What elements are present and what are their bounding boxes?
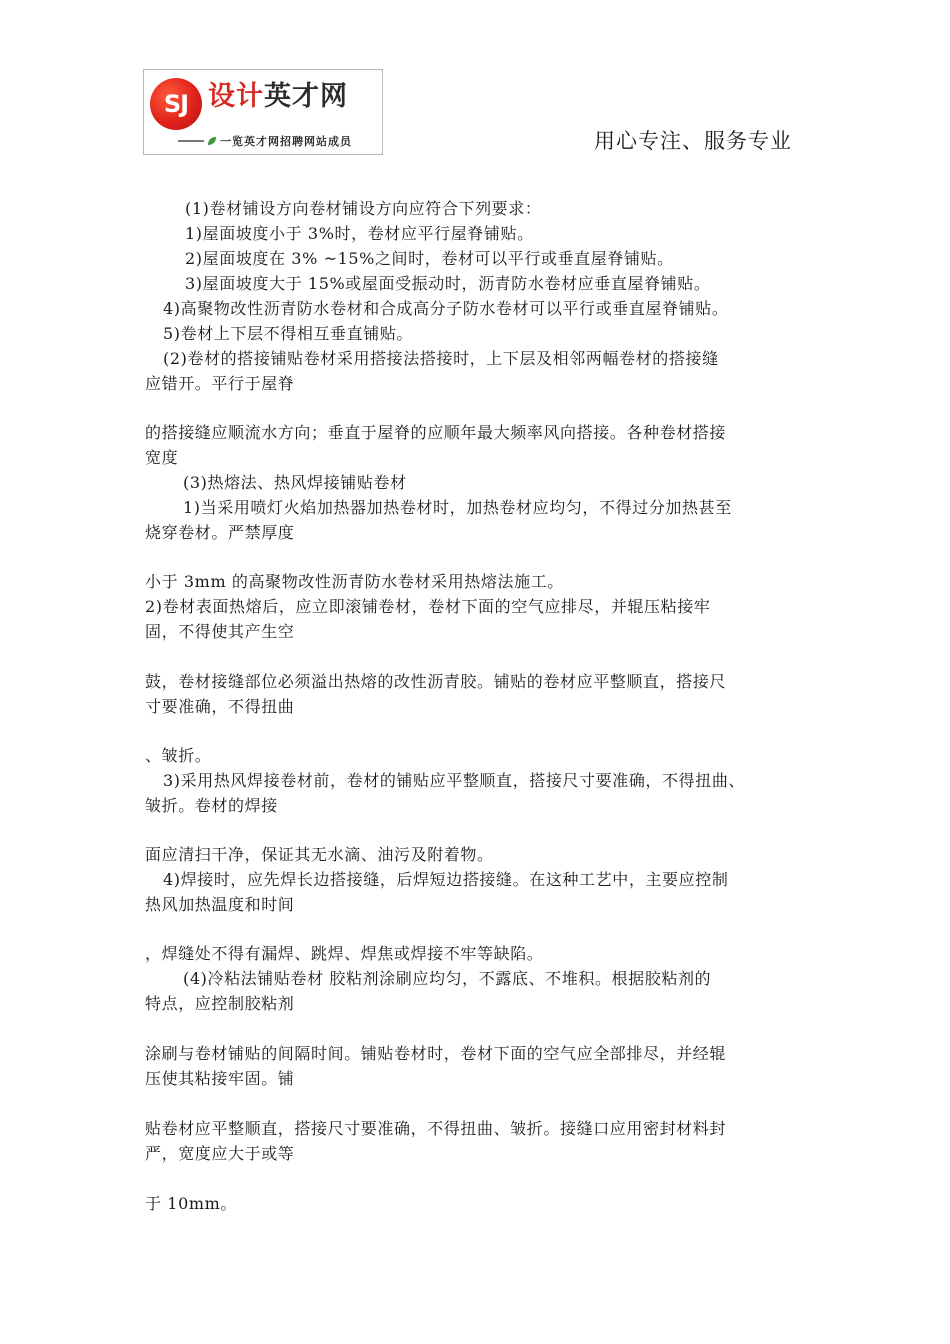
logo-tagline-row (178, 132, 352, 150)
text-line: 压使其粘接牢固。铺 (145, 1069, 295, 1088)
text-line: ，焊缝处不得有漏焊、跳焊、焊焦或焊接不牢等缺陷。 (145, 944, 544, 963)
text-line: (2)卷材的搭接铺贴卷材采用搭接法搭接时，上下层及相邻两幅卷材的搭接缝 (163, 349, 719, 368)
text-line: (3)热熔法、热风焊接铺贴卷材 (183, 473, 407, 492)
text-line: 皱折。卷材的焊接 (145, 796, 278, 815)
text-line: 应错开。平行于屋脊 (145, 374, 295, 393)
text-line: (1)卷材铺设方向卷材铺设方向应符合下列要求： (185, 199, 542, 218)
text-line: 、皱折。 (145, 746, 212, 765)
text-line: 鼓，卷材接缝部位必须溢出热熔的改性沥青胶。铺贴的卷材应平整顺直，搭接尺 (145, 672, 727, 691)
text-line: 贴卷材应平整顺直，搭接尺寸要准确，不得扭曲、皱折。接缝口应用密封材料封 (145, 1119, 727, 1138)
logo-name-part1: 设计 (208, 81, 264, 112)
text-line: 涂刷与卷材铺贴的间隔时间。铺贴卷材时，卷材下面的空气应全部排尽，并经辊 (145, 1044, 727, 1063)
leaf-icon (207, 136, 217, 146)
logo-divider-line (178, 140, 204, 142)
text-line: 严，宽度应大于或等 (145, 1144, 295, 1163)
text-line: 于 10mm。 (145, 1194, 237, 1213)
text-line: 4)高聚物改性沥青防水卷材和合成高分子防水卷材可以平行或垂直屋脊铺贴。 (163, 299, 729, 318)
text-line: 3)采用热风焊接卷材前，卷材的铺贴应平整顺直，搭接尺寸要准确，不得扭曲、 (163, 771, 746, 790)
header-slogan: 用心专注、服务专业 (594, 129, 792, 153)
text-line: 1)当采用喷灯火焰加热器加热卷材时，加热卷材应均匀，不得过分加热甚至 (183, 498, 732, 517)
logo-mark: SJ (150, 78, 202, 130)
text-line: 小于 3mm 的高聚物改性沥青防水卷材采用热熔法施工。 (145, 572, 564, 591)
text-line: 特点，应控制胶粘剂 (145, 994, 295, 1013)
logo-name-part2: 英才网 (264, 81, 348, 112)
text-line: 的搭接缝应顺流水方向；垂直于屋脊的应顺年最大频率风向搭接。各种卷材搭接 (145, 423, 727, 442)
logo-name (208, 80, 348, 114)
site-logo (143, 69, 383, 155)
text-line: 3)屋面坡度大于 15%或屋面受振动时，沥青防水卷材应垂直屋脊铺贴。 (185, 274, 711, 293)
text-line: 面应清扫干净，保证其无水滴、油污及附着物。 (145, 845, 494, 864)
text-line: 5)卷材上下层不得相互垂直铺贴。 (163, 324, 414, 343)
text-line: 烧穿卷材。严禁厚度 (145, 523, 295, 542)
text-line: 4)焊接时，应先焊长边搭接缝，后焊短边搭接缝。在这种工艺中，主要应控制 (163, 870, 729, 889)
text-line: 固，不得使其产生空 (145, 622, 295, 641)
text-line: 1)屋面坡度小于 3%时，卷材应平行屋脊铺贴。 (185, 224, 534, 243)
text-line: (4)冷粘法铺贴卷材 胶粘剂涂刷应均匀，不露底、不堆积。根据胶粘剂的 (183, 969, 712, 988)
text-line: 寸要准确，不得扭曲 (145, 697, 295, 716)
logo-tagline: 一览英才网招聘网站成员 (220, 135, 352, 148)
text-line: 热风加热温度和时间 (145, 895, 295, 914)
text-line: 宽度 (145, 448, 179, 467)
text-line: 2)屋面坡度在 3% ~15%之间时，卷材可以平行或垂直屋脊铺贴。 (185, 249, 674, 268)
text-line: 2)卷材表面热熔后，应立即滚铺卷材，卷材下面的空气应排尽，并辊压粘接牢 (145, 597, 711, 616)
